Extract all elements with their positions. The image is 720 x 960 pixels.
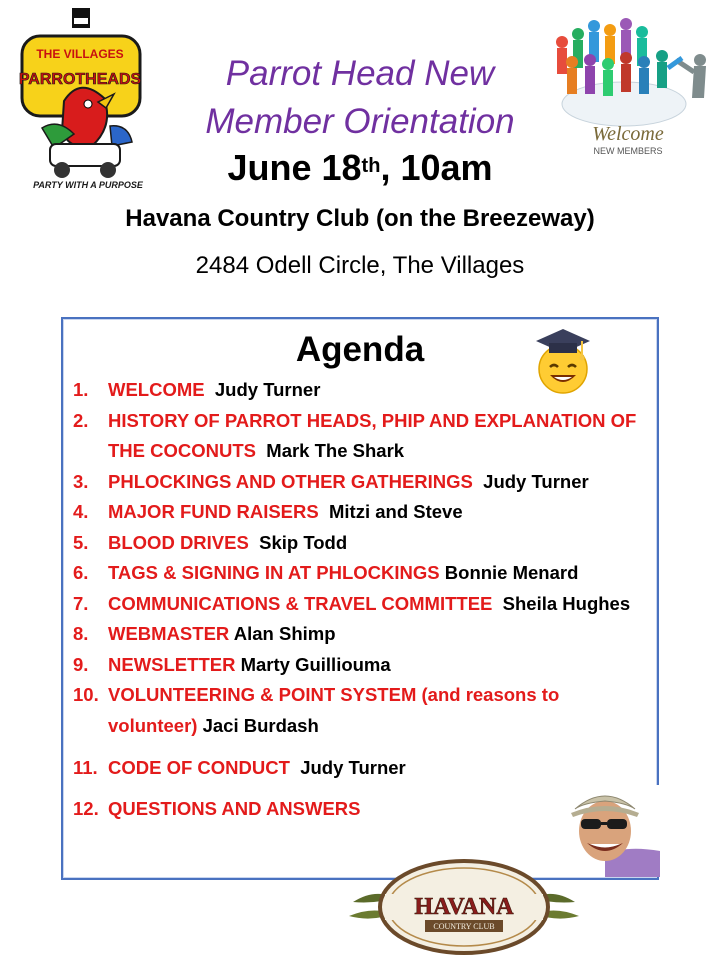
title-line-2: Member Orientation xyxy=(205,102,515,141)
agenda-item-number: 12. xyxy=(73,797,99,819)
page-title xyxy=(150,50,570,146)
agenda-item-3 xyxy=(73,467,653,498)
havana-country-club-logo xyxy=(345,858,583,956)
agenda-item-number: 9. xyxy=(73,653,89,675)
agenda-item-number: 7. xyxy=(73,592,89,614)
agenda-item-10 xyxy=(73,680,653,741)
agenda-item-6 xyxy=(73,558,653,589)
agenda-item-presenter: Marty Guilliouma xyxy=(240,653,391,675)
agenda-list xyxy=(73,375,653,824)
agenda-item-number: 11. xyxy=(73,757,98,778)
date-main: June 18 xyxy=(227,147,362,188)
agenda-item-topic: MAJOR FUND RAISERS xyxy=(108,501,319,522)
agenda-item-presenter: Mitzi and Steve xyxy=(329,501,463,522)
agenda-item-topic: TAGS & SIGNING IN AT PHLOCKINGS xyxy=(108,562,440,583)
agenda-item-presenter: Sheila Hughes xyxy=(502,592,631,614)
agenda-item-presenter: Judy Turner xyxy=(214,379,321,400)
agenda-item-presenter: Judy Turner xyxy=(483,470,589,492)
agenda-item-number: 3. xyxy=(73,470,89,492)
agenda-item-topic: PHLOCKINGS AND OTHER GATHERINGS xyxy=(108,470,473,492)
agenda-item-number: 10. xyxy=(73,684,99,705)
agenda-item-number: 4. xyxy=(73,501,89,522)
agenda-item-7 xyxy=(73,589,653,620)
agenda-item-number: 1. xyxy=(73,379,89,400)
welcome-text: Welcome xyxy=(592,123,664,145)
parrot-logo-tagline: PARTY WITH A PURPOSE xyxy=(33,180,143,190)
date-suffix: th xyxy=(361,155,381,177)
parrot-logo-top-text: THE VILLAGES xyxy=(36,47,124,61)
agenda-item-4 xyxy=(73,497,653,528)
agenda-item-topic: VOLUNTEERING & POINT SYSTEM (and reasons to volunteer) xyxy=(108,684,560,736)
agenda-item-number: 8. xyxy=(73,623,89,644)
agenda-item-topic: NEWSLETTER xyxy=(108,653,236,675)
agenda-item-2 xyxy=(73,406,653,467)
agenda-item-presenter: Skip Todd xyxy=(259,531,348,553)
agenda-item-topic: BLOOD DRIVES xyxy=(108,531,249,553)
agenda-item-11 xyxy=(73,753,653,784)
agenda-item-topic: WELCOME xyxy=(108,379,205,400)
agenda-item-8 xyxy=(73,619,653,650)
agenda-item-1 xyxy=(73,375,653,406)
date-time: , 10am xyxy=(380,147,493,188)
havana-logo-subtext: COUNTRY CLUB xyxy=(433,922,495,931)
parrot-logo-main-text: PARROTHEADS xyxy=(18,71,142,88)
agenda-item-topic: QUESTIONS AND ANSWERS xyxy=(108,797,361,819)
agenda-item-topic: HISTORY OF PARROT HEADS, PHIP AND EXPLANATION OF THE COCONUTS xyxy=(108,409,637,461)
agenda-item-topic: COMMUNICATIONS & TRAVEL COMMITTEE xyxy=(108,592,493,614)
event-date xyxy=(0,146,720,190)
agenda-item-presenter: Alan Shimp xyxy=(233,623,336,644)
agenda-item-presenter: Bonnie Menard xyxy=(444,562,579,583)
agenda-item-presenter: Judy Turner xyxy=(300,757,406,778)
agenda-item-presenter: Mark The Shark xyxy=(266,440,405,461)
havana-logo-text: HAVANA xyxy=(414,894,514,920)
agenda-item-presenter: Jaci Burdash xyxy=(202,714,319,736)
agenda-item-topic: WEBMASTER xyxy=(108,623,230,644)
agenda-heading: Agenda xyxy=(295,330,425,369)
agenda-item-9 xyxy=(73,650,653,681)
agenda-item-number: 2. xyxy=(73,409,89,431)
welcome-subtext: NEW MEMBERS xyxy=(593,146,663,156)
agenda-item-number: 5. xyxy=(73,531,89,553)
agenda-item-5 xyxy=(73,528,653,559)
event-venue: Havana Country Club (on the Breezeway) xyxy=(125,205,595,232)
agenda-item-number: 6. xyxy=(73,562,89,583)
title-line-1: Parrot Head New xyxy=(225,54,495,93)
agenda-item-topic: CODE OF CONDUCT xyxy=(108,757,290,778)
event-address: 2484 Odell Circle, The Villages xyxy=(195,252,525,279)
